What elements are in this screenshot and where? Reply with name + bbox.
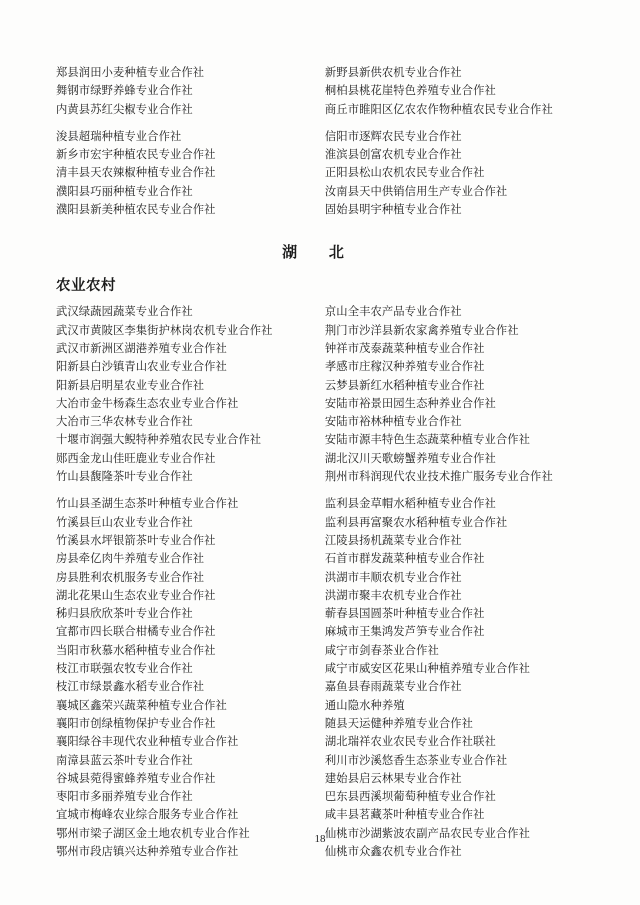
table-row — [56, 770, 584, 788]
spacer-cell — [325, 219, 584, 228]
cooperative-name-right: 信阳市逐辉农民专业合作社 — [324, 130, 462, 143]
cooperative-name-left: 竹溪县水坪银箭茶叶专业合作社 — [56, 534, 216, 547]
table-row — [56, 468, 584, 486]
table-row — [56, 550, 584, 568]
table-row — [56, 395, 584, 413]
province-heading: 湖 北 — [282, 245, 358, 262]
cooperative-name-right: 通山隐水种养殖 — [324, 699, 405, 712]
table-row — [56, 377, 584, 395]
cooperative-name-left: 竹山县馥隆茶叶专业合作社 — [56, 471, 193, 484]
table-row — [56, 201, 584, 219]
table-row — [56, 697, 584, 715]
cooperative-name-left: 南漳县蓝云茶叶专业合作社 — [56, 754, 193, 767]
table-row — [56, 183, 584, 201]
cooperative-name-right: 麻城市王集鸿发芦笋专业合作社 — [324, 626, 485, 639]
cooperative-name-right: 咸宁市威安区花果山种植养殖专业合作社 — [324, 663, 531, 676]
cooperative-name-left: 谷城县菀得蜜蜂养殖专业合作社 — [56, 772, 216, 785]
table-row — [56, 843, 584, 861]
page-content — [56, 64, 584, 870]
cooperative-name-right: 孝感市庄稼汉种养殖专业合作社 — [324, 361, 485, 374]
cooperative-name-left: 濮阳县新美种植农民专业合作社 — [56, 204, 216, 217]
cooperative-name-right: 蕲春县国圆茶叶种植专业合作社 — [324, 608, 485, 621]
table-row — [56, 514, 584, 532]
spacer-cell — [325, 119, 584, 128]
table-row — [56, 532, 584, 550]
spacer-cell — [56, 486, 325, 495]
cooperative-list — [56, 495, 584, 870]
table-row — [56, 642, 584, 660]
section-heading: 农业农村 — [56, 278, 116, 295]
table-row — [56, 450, 584, 468]
table-row — [56, 678, 584, 696]
table-row — [56, 128, 584, 146]
table-row — [56, 164, 584, 182]
cooperative-name-left: 湖北花果山生态农业专业合作社 — [56, 589, 216, 602]
cooperative-name-left: 秭归县欣欣茶叶专业合作社 — [56, 608, 193, 621]
cooperative-name-right: 商丘市睢阳区亿农农作物种植农民专业合作社 — [324, 103, 553, 116]
cooperative-name-left: 浚县超瑞种植专业合作社 — [56, 130, 182, 143]
cooperative-name-right: 安陆市裕景田园生态种养业合作社 — [324, 397, 496, 410]
table-row — [56, 413, 584, 431]
table-row — [56, 146, 584, 164]
cooperative-name-left: 当阳市秋慕水稻种植专业合作社 — [56, 644, 216, 657]
cooperative-name-right: 安陆市裕林种植专业合作社 — [324, 416, 462, 429]
cooperative-list — [56, 303, 584, 495]
cooperative-name-left: 十堰市润强大鲵特种养殖农民专业合作社 — [56, 434, 262, 447]
cooperative-name-left: 宜城市梅峰农业综合服务专业合作社 — [56, 809, 239, 822]
cooperative-name-right: 随县天运健种养殖专业合作社 — [324, 717, 474, 730]
cooperative-name-right: 监利县金草帽水稻种植专业合作社 — [324, 498, 496, 511]
table-row — [56, 569, 584, 587]
cooperative-name-right: 江陵县扬机蔬菜专业合作社 — [324, 534, 462, 547]
cooperative-name-right: 荆门市沙洋县新农家禽养殖专业合作社 — [324, 324, 519, 337]
cooperative-name-right: 咸宁市剑春茶业合作社 — [324, 644, 439, 657]
group-spacer — [56, 861, 584, 870]
cooperative-name-left: 阳新县启明星农业专业合作社 — [56, 379, 205, 392]
table-row — [56, 495, 584, 513]
table-row — [56, 788, 584, 806]
cooperative-name-left: 鄂州市段店镇兴达种养殖专业合作社 — [56, 845, 239, 858]
table-row — [56, 82, 584, 100]
table-row — [56, 101, 584, 119]
spacer-cell — [56, 119, 325, 128]
cooperative-name-left: 武汉市黄陂区李集街护林岗农机专业合作社 — [56, 324, 273, 337]
cooperative-name-left: 竹溪县巨山农业专业合作社 — [56, 516, 193, 529]
spacer-cell — [325, 861, 584, 870]
cooperative-name-right: 桐柏县桃花崖特色养殖专业合作社 — [324, 85, 496, 98]
table-row — [56, 340, 584, 358]
cooperative-name-left: 宜都市四长联合柑橘专业合作社 — [56, 626, 216, 639]
table-row — [56, 806, 584, 824]
cooperative-name-left: 武汉市新洲区湖港养殖专业合作社 — [56, 342, 227, 355]
table-row — [56, 605, 584, 623]
cooperative-name-right: 咸丰县茗藏茶叶种植专业合作社 — [324, 809, 485, 822]
spacer-cell — [56, 861, 325, 870]
group-spacer — [56, 219, 584, 228]
cooperative-name-right: 仙桃市沙湖紫波农副产品农民专业合作社 — [324, 827, 531, 840]
cooperative-name-left: 大冶市金牛杨森生态农业专业合作社 — [56, 397, 239, 410]
cooperative-name-right: 石首市群发蔬菜种植专业合作社 — [324, 553, 485, 566]
cooperative-name-left: 鄂州市梁子湖区金土地农机专业合作社 — [56, 827, 250, 840]
cooperative-name-left: 房县牵亿肉牛养殖专业合作社 — [56, 553, 205, 566]
cooperative-name-left: 房县胜利农机服务专业合作社 — [56, 571, 205, 584]
cooperative-name-right: 正阳县松山农机农民专业合作社 — [324, 167, 485, 180]
cooperative-name-right: 湖北瑞祥农业农民专业合作社联社 — [324, 736, 496, 749]
page-number: 18 — [314, 833, 326, 845]
cooperative-name-right: 洪湖市聚丰农机专业合作社 — [324, 589, 462, 602]
cooperative-name-left: 新乡市宏宇种植农民专业合作社 — [56, 149, 216, 162]
cooperative-name-right: 湖北汉川天歌螃蟹养殖专业合作社 — [324, 452, 496, 465]
cooperative-name-right: 巴东县西溪坝葡萄种植专业合作社 — [324, 791, 496, 804]
table-row — [56, 623, 584, 641]
cooperative-name-left: 濮阳县巧丽种植专业合作社 — [56, 185, 193, 198]
table-row — [56, 733, 584, 751]
content-blocks — [56, 64, 584, 870]
group-spacer — [56, 119, 584, 128]
cooperative-name-right: 嘉鱼县春雨蔬菜专业合作社 — [324, 681, 462, 694]
table-row — [56, 358, 584, 376]
cooperative-name-left: 郧西金龙山佳旺鹿业专业合作社 — [56, 452, 216, 465]
cooperative-list — [56, 64, 584, 128]
cooperative-name-left: 舞钢市绿野养蜂专业合作社 — [56, 85, 193, 98]
group-spacer — [56, 486, 584, 495]
cooperative-name-left: 内黄县苏红尖椒专业合作社 — [56, 103, 193, 116]
table-row — [56, 660, 584, 678]
cooperative-name-right: 洪湖市丰顺农机专业合作社 — [324, 571, 462, 584]
cooperative-name-right: 新野县新供农机专业合作社 — [324, 67, 462, 79]
cooperative-name-right: 仙桃市众鑫农机专业合作社 — [324, 845, 462, 858]
table-row — [56, 752, 584, 770]
cooperative-name-left: 襄阳绿谷丰现代农业种植专业合作社 — [56, 736, 239, 749]
cooperative-name-right: 利川市沙溪悠香生态茶业专业合作社 — [324, 754, 508, 767]
cooperative-name-left: 竹山县圣湖生态茶叶种植专业合作社 — [56, 498, 239, 511]
table-row — [56, 64, 584, 82]
table-row — [56, 587, 584, 605]
cooperative-name-right: 汝南县天中供销信用生产专业合作社 — [324, 185, 508, 198]
cooperative-name-left: 武汉绿蔬园蔬菜专业合作社 — [56, 306, 193, 319]
cooperative-name-right: 固始县明宇种植专业合作社 — [324, 204, 462, 217]
table-row — [56, 715, 584, 733]
cooperative-list — [56, 128, 584, 228]
table-row — [56, 303, 584, 321]
cooperative-name-left: 襄城区鑫荣兴蔬菜种植专业合作社 — [56, 699, 227, 712]
cooperative-name-right: 淮滨县创富农机专业合作社 — [324, 149, 462, 162]
cooperative-name-left: 枝江市联强农牧专业合作社 — [56, 663, 193, 676]
cooperative-name-right: 监利县再富聚农水稻种植专业合作社 — [324, 516, 508, 529]
spacer-cell — [56, 219, 325, 228]
table-row — [56, 431, 584, 449]
cooperative-name-right: 安陆市源丰特色生态蔬菜种植专业合作社 — [324, 434, 531, 447]
table-row — [56, 322, 584, 340]
cooperative-name-left: 枝江市绿景鑫水稻专业合作社 — [56, 681, 205, 694]
cooperative-name-right: 钟祥市茂泰蔬菜种植专业合作社 — [324, 342, 485, 355]
cooperative-name-right: 云梦县新红水稻种植专业合作社 — [324, 379, 485, 392]
cooperative-name-left: 枣阳市多丽养殖专业合作社 — [56, 791, 193, 804]
cooperative-name-left: 大冶市三华农林专业合作社 — [56, 416, 193, 429]
cooperative-name-left: 郑县润田小麦种植专业合作社 — [56, 67, 205, 79]
spacer-cell — [325, 486, 584, 495]
cooperative-name-left: 阳新县白沙镇青山农业专业合作社 — [56, 361, 227, 374]
cooperative-name-right: 建始县启云林果专业合作社 — [324, 772, 462, 785]
cooperative-name-right: 荆州市科润现代农业技术推广服务专业合作社 — [324, 471, 553, 484]
cooperative-name-left: 清丰县天农辣椒种植专业合作社 — [56, 167, 216, 180]
cooperative-name-right: 京山全丰农产品专业合作社 — [324, 306, 462, 319]
cooperative-name-left: 襄阳市创绿植物保护专业合作社 — [56, 717, 216, 730]
